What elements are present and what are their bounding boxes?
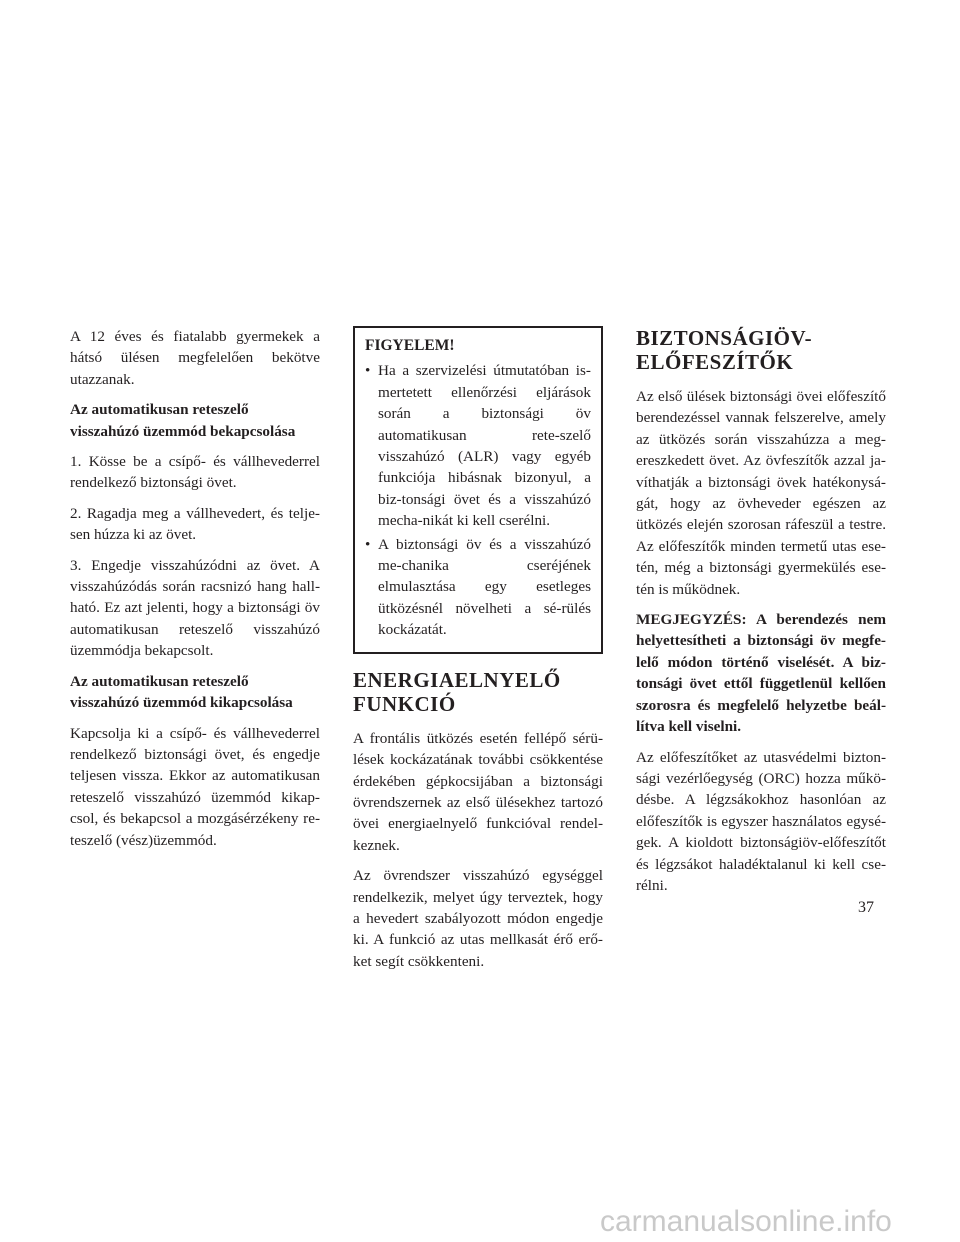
section-heading-pretensioners: BIZTONSÁGIÖV-ELŐFESZÍTŐK (636, 326, 813, 374)
bullet-icon: • (365, 362, 371, 380)
warning-title: FIGYELEM! (365, 337, 455, 354)
step-2: 2. Ragadja meg a vállhevedert, és telje-sen húzza ki az övet. (70, 504, 320, 544)
watermark: carmanualsonline.info (600, 1205, 892, 1238)
left-column (70, 326, 320, 860)
middle-column (353, 326, 603, 981)
warning-box (353, 326, 603, 654)
subheading-lock-on: Az automatikusan reteszelő visszahúzó üzemmód bekapcsolása (70, 401, 296, 440)
energy-paragraph-2: Az övrendszer visszahúzó egységgel rendelkezik, melyet úgy terveztek, hogy a hevedert szabályozott módon engedje ki. A funkció az utas mellkasát érő erő-ket segít csökkenteni. (353, 867, 603, 970)
step-3: 3. Engedje visszahúzódni az övet. A visszahúzódás során racsnizó hang hall-ható. Ez azt jelenti, hogy a biztonsági öv automatikusan reteszelő visszahúzó üzemmódja bekapcsolt. (70, 556, 320, 660)
intro-paragraph: A 12 éves és fiatalabb gyermekek a hátsó ülésen megfelelően bekötve utazzanak. (70, 328, 320, 388)
energy-paragraph-1: A frontális ütközés esetén fellépő sérü-lések kockázatának további csökkentése érdekében gépkocsijában a biztonsági övrendszernek az első ülésekhez tartozó övei energiaelnyelő funkcióval rendel-keznek. (353, 729, 603, 854)
pretensioner-paragraph-2: Az előfeszítőket az utasvédelmi bizton-sági vezérlőegység (ORC) hozza műkö-désbe. A légzsákokhoz hasonlóan az előfeszítők is egyszer használatos egysé-gek. A kioldott biztonságiöv-előfeszítőt és légzsákot haladéktalanul ki kell cse-rélni. (636, 748, 886, 894)
warning-item-text: Ha a szervizelési útmutatóban is-mertetett ellenőrzési eljárások során a biztonsági öv automatikusan rete-szelő visszahúzó (ALR) vagy egyéb funkciója hibásnak bizonyul, a biz-tonsági övet és a visszahúzó mecha-nikát ki kell cserélni. (378, 362, 591, 530)
note-paragraph: MEGJEGYZÉS: A berendezés nem helyettesítheti a biztonsági öv megfe-lelő módon történő viselését. A biz-tonsági övet ettől függetlenül kellően szorosra és megfelelő helyzetbe beál-lítva kell viselni. (636, 611, 886, 736)
pretensioner-paragraph-1: Az első ülések biztonsági övei előfeszítő berendezéssel vannak felszerelve, amely az ütközés során visszahúzza a meg-ereszkedett övet. Az övfeszítők azzal ja-víthatják a biztonsági övek hatékonysá-gát, hogy az övheveder egészen az ütközés elején szorosan ráfeszül a testre. Az előfeszítők minden termetű utas ese-tén, még a biztonsági gyermekülés ese-tén is működnek. (636, 388, 886, 598)
bullet-icon: • (365, 535, 371, 553)
page-number: 37 (858, 899, 874, 916)
warning-item (365, 534, 591, 641)
section-heading-energy: ENERGIAELNYELŐ FUNKCIÓ (353, 667, 561, 716)
warning-item (365, 360, 591, 531)
lock-off-paragraph: Kapcsolja ki a csípő- és vállhevederrel rendelkező biztonsági övet, és engedje teljesen vissza. Ekkor az automatikusan reteszelő visszahúzó üzemmód kikap-csol, és bekapcsol a mozgásérzékeny re-teszelő (vész)üzemmód. (70, 724, 320, 849)
right-column (636, 326, 886, 905)
step-1: 1. Kösse be a csípő- és vállhevederrel rendelkező biztonsági övet. (70, 453, 320, 492)
subheading-lock-off: Az automatikusan reteszelő visszahúzó üzemmód kikapcsolása (70, 672, 293, 712)
warning-item-text: A biztonsági öv és a visszahúzó me-chanika cseréjének elmulasztása egy esetleges ütközésnél növelheti a sé-rülés kockázatát. (378, 535, 591, 639)
warning-list (365, 360, 591, 640)
